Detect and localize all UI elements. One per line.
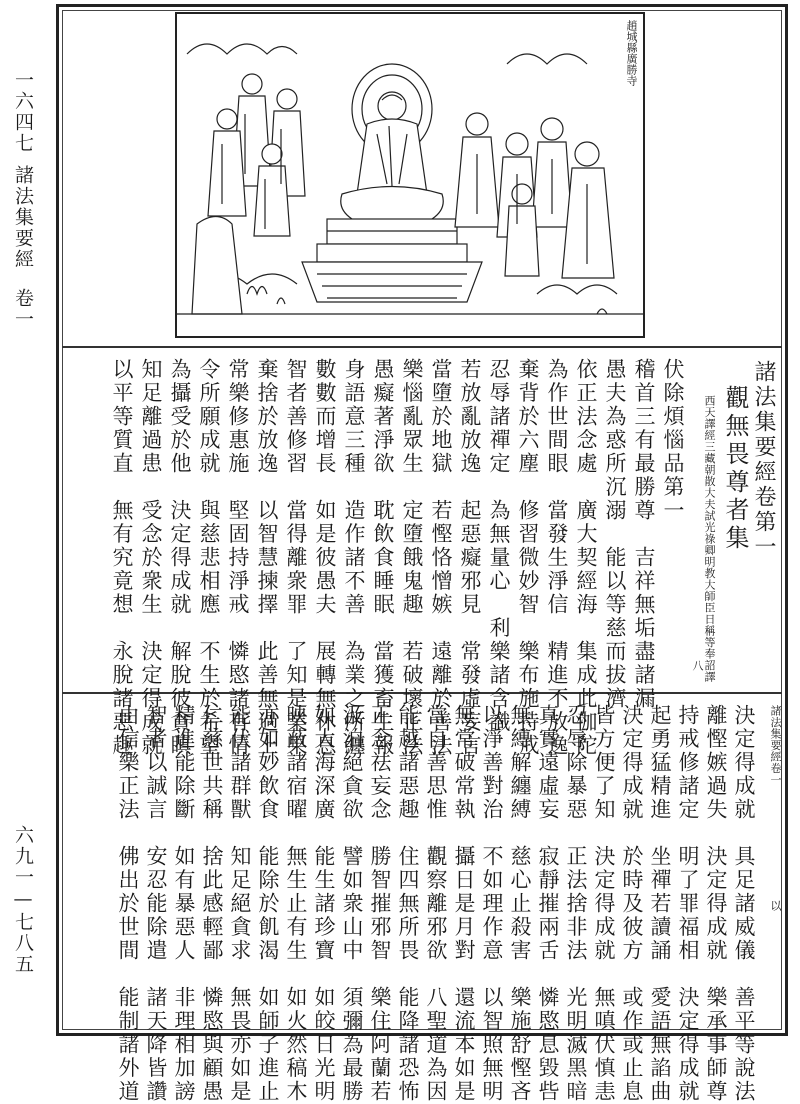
margin-header [4,50,44,1030]
verse-line: 如大海深廣 能生諸珍寶 如皎日光明 [312,704,336,1104]
section-divider-upper [62,346,782,348]
margin-sutra-title: 諸法集要經 [12,165,34,270]
verse-line: 映蔽諸宿曜 無生止有生 如火然稿木 [284,704,308,1104]
illustration-caption: 趙城縣廣勝寺 [625,20,638,86]
verse-line: 亦如妙飲食 能除於飢渴 如師子進止 [256,704,280,1104]
translator-credit: 西天譯經三藏朝散大夫試光祿卿明教大師臣日稱等奉詔譯 [703,395,716,683]
compiler-credit: 觀無畏尊者集 [721,385,749,553]
verse-line: 忍辱除暴惡 正法捨非法 光明滅黑暗 [564,704,588,1104]
verse-line: 無縛解纏縛 慈心止殺害 樂施舒慳吝 [508,704,532,1104]
verse-line: 仁慈世共稱 捨此感輕鄙 憐愍與顧愚 [200,704,224,1104]
verse-line: 以淨善對治 不如理作意 以智照無明 [480,704,504,1104]
verse-line: 為作世間眼 當發生淨信 精進不放逸 [545,358,569,758]
verse-line: 愚癡著淨欲 耽飲食睡眠 當獲畜生報 [371,358,395,758]
verse-line: 常樂修惠施 堅固持淨戒 憐愍諸有情 [226,358,250,758]
verse-line: 起勇猛精進 坐禪若讀誦 愛語無諂曲 [648,704,672,1104]
verse-line: 正念祛妄念 勝智摧邪智 樂住阿蘭若 [368,704,392,1104]
side-mark: 八 [691,660,704,672]
verse-line: 當自善思惟 觀察離邪欲 八聖道為因 [424,704,448,1104]
side-mark-char: 以 [769,900,782,912]
verse-line: 若放亂放逸 起惡癡邪見 常發虛妄言 [458,358,482,758]
verse-line: 當墮於地獄 若慳恪憎嫉 遠離於善法 [429,358,453,758]
verse-line: 能越諸惡趣 住四無所畏 能降諸恐怖 [396,704,420,1104]
verse-line: 知足離過患 受念於衆生 決定得成就 [139,358,163,758]
verse-line: 決定得成就 具足諸威儀 善平等說法 [732,704,756,1104]
verse-line: 由信樂正法 佛出於世間 能制諸外道 [116,704,140,1104]
verse-line: 稽首三有最勝尊 吉祥無垢盡諸漏 [632,358,656,711]
verse-line: 令所願成就 與慈悲相應 不生於希望 [197,358,221,758]
verse-line: 精進能除斷 如有暴惡人 非理相加謗 [172,704,196,1104]
margin-page-number-bottom: 六九一—七八五 [12,825,34,975]
verse-line: 忍辱諸禪定 為無量心 利樂諸含識 [487,358,511,734]
verse-line: 離慳嫉過失 決定得成就 樂承事師尊 [704,704,728,1104]
verse-line: 決定得成就 於時及彼方 或作或止息 [620,704,644,1104]
verse-line: 為攝受於他 決定得成就 解脫彼貪瞋 [168,358,192,758]
verse-line: 無常破常執 攝日是月對 還流本如是 [452,704,476,1104]
verse-line: 樂惱亂眾生 定墮餓鬼趣 若破壞正法 [400,358,424,758]
verse-line: 愚夫為惑所沉溺 能以等慈而拔濟 [603,358,627,711]
verse-line: 智者以誠言 安忍能除遣 諸天降皆讚 [144,704,168,1104]
verse-line: 持戒修諸定 明了罪福相 決定得成就 [676,704,700,1104]
sutra-title: 諸法集要經卷第一 [751,360,776,560]
margin-page-number-top: 一六四七 [12,70,34,154]
verse-line: 數數而增長 如是彼愚夫 展轉無休息 [313,358,337,758]
verse-line: 棄捨於放逸 以智慧揀擇 此善無過上 [255,358,279,758]
buddha-assembly-illustration-icon [177,14,643,336]
side-mark-title: 諸法集要經卷一 [769,705,782,786]
verse-line: 依正法念處 廣大契經海 集成此伽陀 [574,358,598,758]
verse-line: 以平等質直 無有究竟想 永脫諸惡趣 [110,358,134,758]
chapter-title: 伏除煩惱品第一 [661,358,685,523]
frontispiece-illustration [175,12,645,338]
verse-line: 皆方便了知 決定得成就 無嗔伏慎恚 [592,704,616,1104]
verse-line: 智者善修習 當得離衆罪 了知是業果 [284,358,308,758]
verse-line: 身語意三種 造作諸不善 為業之所纏 [342,358,366,758]
verse-line: 棄背於六塵 修習微妙智 樂布施持戒 [516,358,540,758]
verse-line: 能伏諸群獸 知足絕貪求 無畏亦如是 [228,704,252,1104]
margin-volume: 卷一 [12,288,34,330]
verse-line: 真實遠虛妄 寂靜摧兩舌 憐愍息毀呰 [536,704,560,1104]
verse-line: 汲泊絕貪欲 譬如衆山中 須彌為最勝 [340,704,364,1104]
